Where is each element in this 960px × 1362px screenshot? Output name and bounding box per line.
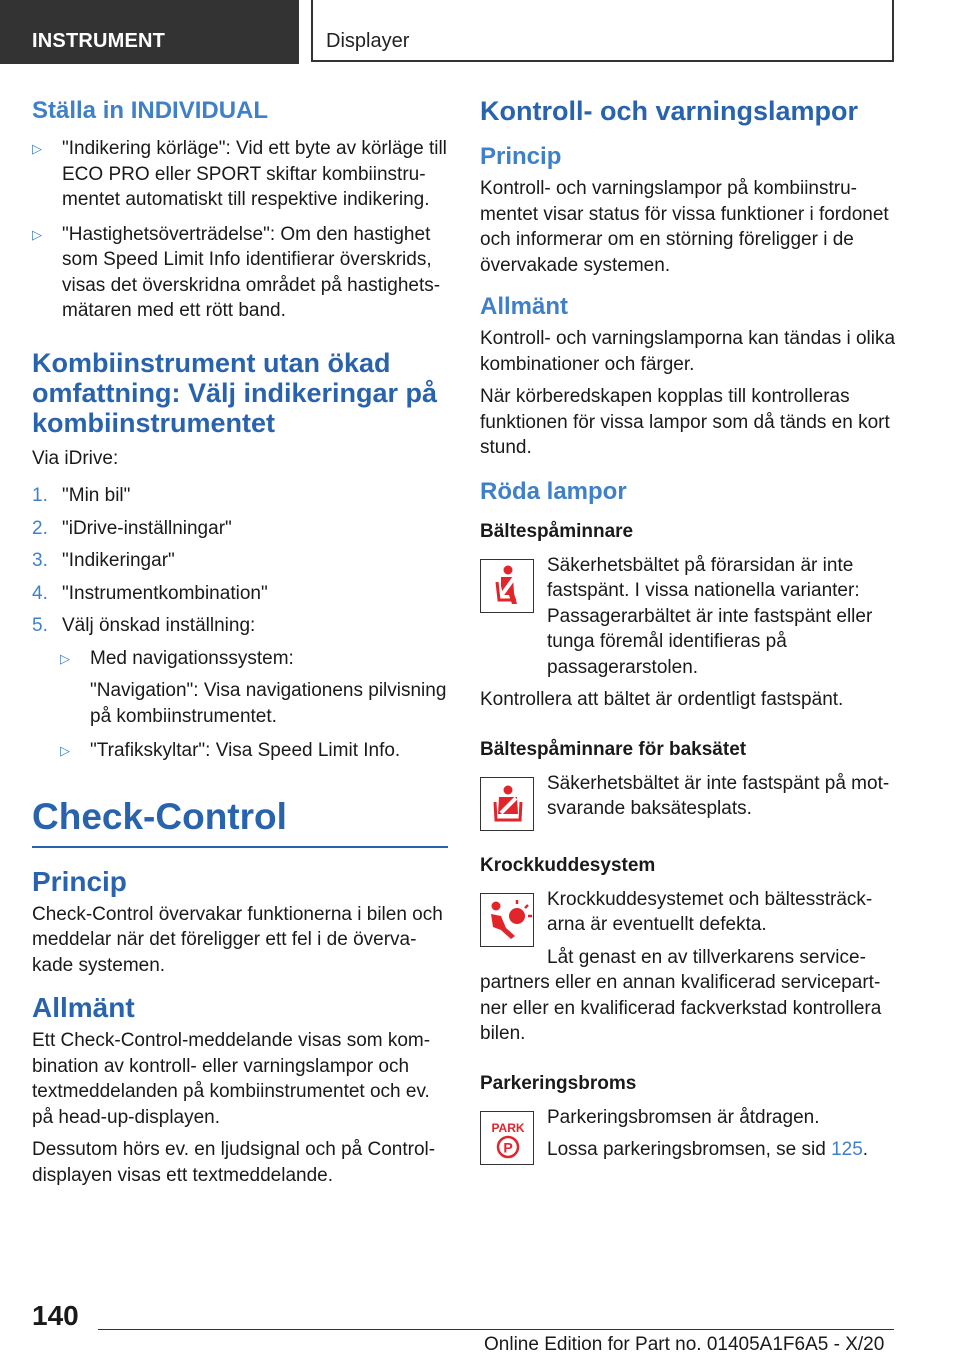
- edition-note: Online Edition for Part no. 01405A1F6A5 - X/20: [484, 1334, 885, 1355]
- allmant-text: Ett Check-Control-meddelande visas som kombination av kontroll- eller varningslampor och textmeddelanden på kombiinstrumentet och ev. på head-up-displayen.: [32, 1030, 431, 1128]
- triangle-bullet-icon: ▷: [32, 141, 42, 156]
- heading-roda-lampor: Röda lampor: [480, 477, 627, 505]
- header-subsection-title: Displayer: [326, 30, 410, 52]
- header-section-title: INSTRUMENT: [32, 30, 166, 52]
- airbag-block: [480, 887, 898, 1047]
- heading-kontroll-varningslampor: Kontroll- och varningslampor: [480, 96, 859, 126]
- rear-belt-reminder-title: Bältespåminnare för baksätet: [480, 738, 747, 760]
- page-number: 140: [32, 1300, 79, 1331]
- triangle-bullet-icon: ▷: [32, 226, 42, 242]
- allmant-text-2: Dessutom hörs ev. en ljudsignal och på Control-displayen visas ett textmeddelande.: [32, 1139, 436, 1186]
- seatbelt-warning-icon: [480, 559, 534, 613]
- princip-text: Check-Control övervakar funktionerna i bilen och meddelar när det föreligger ett fel i de övervakade systemen.: [32, 903, 443, 976]
- parking-brake-release-text: Lossa parkeringsbromsen, se sid 125.: [547, 1139, 869, 1160]
- airbag-text: Krockkuddesystemet och bältessträckarna är eventuellt defekta.: [547, 888, 873, 935]
- belt-reminder-text: Säkerhetsbältet på förarsidan är inte fastspänt. I vissa nationella varianter: Passagerarbältet är inte fastspänt eller tunga föremål identifieras på passagerarstolen.: [547, 554, 873, 678]
- header-subsection-tab: [311, 0, 894, 62]
- heading-allmant: Allmänt: [32, 992, 135, 1023]
- list-item: ▷ "Indikering körläge": Vid ett byte av körläge till ECO PRO eller SPORT skiftar kombiinstrumentet automatiskt till respektive indikering.: [32, 138, 447, 210]
- belt-check-text: Kontrollera att bältet är ordentligt fastspänt.: [480, 689, 844, 710]
- airbag-text-2: Låt genast en av tillverkarens servicepartners eller en annan kvalificerad servicepartner eller en kvalificerad fackverkstad kontrollera bilen.: [480, 946, 882, 1044]
- airbag-title: Krockkuddesystem: [480, 854, 656, 876]
- rear-seatbelt-warning-icon: [480, 777, 534, 831]
- airbag-warning-icon: [480, 893, 534, 947]
- parking-brake-icon: [480, 1111, 534, 1165]
- list-item: 4. "Instrumentkombination": [32, 582, 268, 604]
- right-column: [480, 96, 898, 1163]
- triangle-bullet-icon: ▷: [60, 743, 70, 758]
- triangle-bullet-icon: ▷: [60, 650, 70, 666]
- nav-detail: "Navigation": Visa navigationens pilvisning på kombiinstrumentet.: [90, 680, 447, 727]
- belt-reminder-title: Bältespåminnare: [480, 520, 634, 542]
- left-column: [32, 96, 448, 1188]
- allmant-text-2: När körberedskapen kopplas till kontrolleras funktionen för vissa lampor som då tänds en kort stund.: [480, 386, 890, 458]
- heading-kombiinstrument: Kombiinstrument utan ökad omfattning: Välj indikeringar på kombiinstrumentet: [32, 347, 438, 438]
- heading-princip: Princip: [32, 865, 127, 897]
- list-item: ▷ "Trafikskyltar": Visa Speed Limit Info.: [60, 738, 448, 764]
- parking-brake-block: [480, 1105, 898, 1163]
- rear-belt-reminder-block: [480, 771, 898, 829]
- page-reference-link[interactable]: 125: [831, 1139, 863, 1160]
- list-item: 1. "Min bil": [32, 485, 131, 506]
- footer-divider: [98, 1329, 894, 1330]
- parking-brake-text: Parkeringsbromsen är åtdragen.: [547, 1106, 820, 1128]
- parking-brake-title: Parkeringsbroms: [480, 1072, 637, 1094]
- list-item: 5. Välj önskad inställning:: [32, 615, 256, 636]
- allmant-text: Kontroll- och varningslamporna kan tändas i olika kombinationer och färger.: [480, 328, 896, 375]
- list-item: 3. "Indikeringar": [32, 550, 175, 571]
- belt-reminder-block: [480, 553, 898, 681]
- princip-text: Kontroll- och varningslampor på kombiinstrumentet visar status för vissa funktioner i fordonet och informerar om en störning föreligger i de övervakade systemen.: [480, 178, 889, 276]
- heading-individual: Ställa in INDIVIDUAL: [32, 97, 269, 124]
- via-idrive: Via iDrive:: [32, 447, 119, 469]
- park-icon-label: PARK: [491, 1120, 525, 1135]
- rear-belt-reminder-text: Säkerhetsbältet är inte fastspänt på motsvarande baksätesplats.: [547, 772, 890, 819]
- list-item: ▷ Med navigationssystem:: [60, 646, 448, 672]
- heading-allmant: Allmänt: [480, 293, 569, 320]
- header-section-tab: [0, 0, 299, 64]
- heading-check-control: Check-Control: [32, 796, 448, 848]
- park-icon-symbol: P: [503, 1139, 513, 1155]
- list-item: 2. "iDrive-inställningar": [32, 517, 232, 539]
- heading-princip: Princip: [480, 143, 562, 170]
- list-item: ▷ "Hastighetsöverträdelse": Om den hastighet som Speed Limit Info identifierar överskrids, visas det överskridna området på hastighetsmätaren med ett rött band.: [32, 223, 441, 321]
